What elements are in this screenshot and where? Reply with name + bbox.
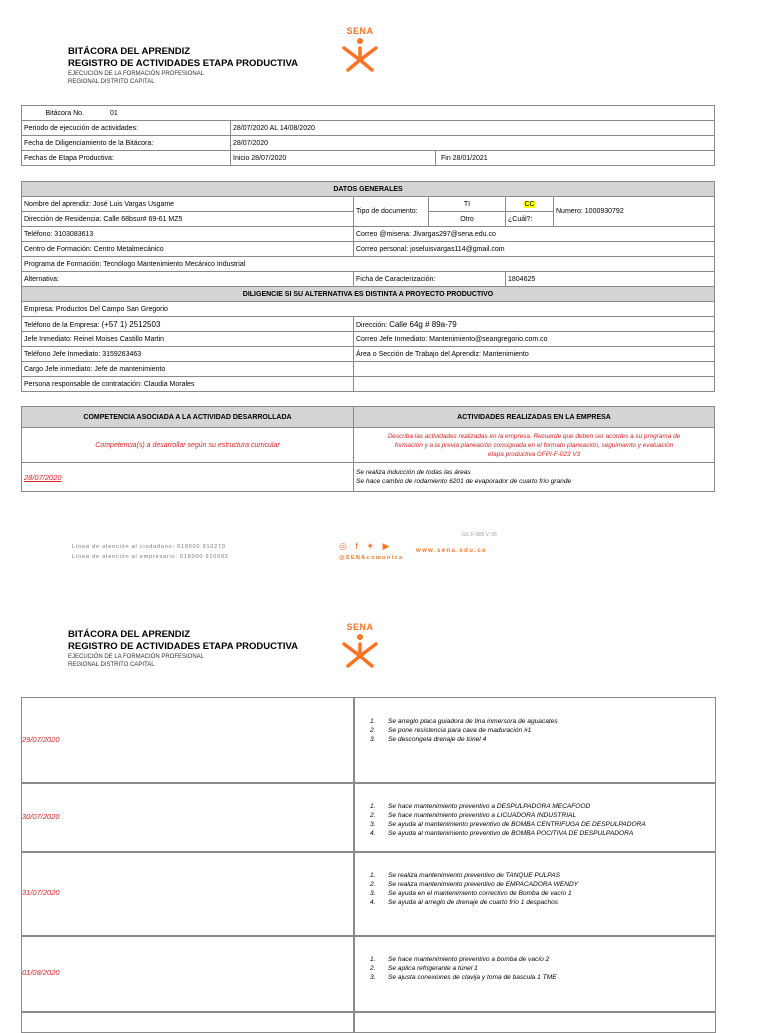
activity-list (370, 802, 646, 838)
list-item-number: 3. (370, 974, 376, 981)
actividades-note-line: Describa las actividades realizadas en la empresa. Recuerde que deben ser acordes a su programa de (387, 432, 681, 440)
table-row (22, 136, 715, 151)
table-row (22, 287, 715, 302)
list-item-text: Se aplica refrigerante a túnel 1 (388, 965, 478, 972)
otro-cell: Otro (429, 212, 506, 227)
doc-region: REGIONAL DISTRITO CAPITAL (68, 79, 155, 85)
direccion-empresa-cell (354, 317, 715, 332)
fin-value: Fin 28/01/2021 (436, 151, 715, 166)
list-item-text: Se hace mantenimiento preventivo a bomba de vacío 2 (388, 956, 550, 963)
list-item-text: Se realiza mantenimiento preventivo de TANQUE PULPAS (388, 872, 561, 879)
competencia-note: Competencia(s) a desarrollar según su estructura curricular (22, 428, 354, 463)
list-item-text: Se descongela drenaje de túnel 4 (388, 736, 487, 743)
list-item-text: Se arreglo placa guiadora de tina inmersora de aguacates (388, 718, 558, 725)
area-cell: Área o Sección de Trabajo del Aprendiz: Mantenimiento (354, 347, 715, 362)
activity-line: Se realiza inducción de todas las áreas (356, 469, 471, 476)
list-item-text: Se hace mantenimiento preventivo a DESPULPADORA MECAFOOD (388, 803, 591, 810)
sena-logo-icon (336, 26, 384, 72)
list-item (370, 964, 557, 973)
correo-personal-cell: Correo personal: joseluisvargas114@gmail.com (354, 242, 715, 257)
bitacora-number-cell (22, 106, 715, 121)
facebook-icon[interactable]: f (355, 541, 358, 551)
tel-jefe-cell: Teléfono Jefe Inmediato: 3159263463 (22, 347, 354, 362)
table-row (22, 272, 715, 287)
list-item-number: 1. (370, 872, 376, 879)
inicio-value: Inicio 28/07/2020 (231, 151, 436, 166)
list-item-text: Se ayuda al mantenimiento preventivo de BOMBA POCITIVA DE DESPULPADORA (388, 830, 634, 837)
table-row (22, 197, 715, 212)
activity-list (370, 871, 578, 907)
list-item-text: Se ayuda en el mantenimiento correctivo de Bomba de vacío 1 (388, 890, 572, 897)
activity-date-cell (21, 782, 355, 853)
table-row (22, 121, 715, 136)
periodo-value: 28/07/2020 AL 14/08/2020 (231, 121, 715, 136)
activity-list (370, 955, 557, 982)
table-row (22, 302, 715, 317)
table-row (22, 332, 715, 347)
list-item-number: 3. (370, 821, 376, 828)
table-row (22, 242, 715, 257)
table-row (22, 377, 715, 392)
list-item (370, 735, 558, 744)
empresa-cell: Empresa: Productos Del Campo San Gregorio (22, 302, 715, 317)
fecha-dil-label: Fecha de Diligenciamiento de la Bitácora: (22, 136, 231, 151)
activity-date: 31/07/2020 (22, 888, 60, 897)
correo-jefe-cell: Correo Jefe Inmediato: Mantenimiento@seangregorio.com.co (354, 332, 715, 347)
cc-cell (506, 197, 554, 212)
doc-title: BITÁCORA DEL APRENDIZ (68, 46, 191, 57)
jefe-cell: Jefe Inmediato: Reinel Moises Castillo Martin (22, 332, 354, 347)
table-row (22, 257, 715, 272)
actividades-note-line: formación y a la previa planeación consignada en el formato planeación, seguimiento y evaluación (394, 441, 674, 449)
list-item (370, 955, 557, 964)
tel-empresa-cell (22, 317, 354, 332)
doc-subtitle: REGISTRO DE ACTIVIDADES ETAPA PRODUCTIVA (68, 58, 298, 69)
table-row (22, 182, 715, 197)
datos-generales-table (21, 181, 715, 392)
social-handle: @SENAcomunica (339, 555, 404, 561)
direccion-empresa-value: Calle 64g # 89a-79 (389, 319, 457, 329)
direccion-empresa-label: Dirección: (356, 321, 388, 329)
doc-subtitle-page2: REGISTRO DE ACTIVIDADES ETAPA PRODUCTIVA (68, 641, 298, 652)
list-item (370, 889, 578, 898)
list-item (370, 829, 646, 838)
list-item-number: 1. (370, 956, 376, 963)
list-item-text: Se hace mantenimiento preventivo a LICUADORA INDUSTRIAL (388, 812, 577, 819)
empresa-section-header: DILIGENCIE SI SU ALTERNATIVA ES DISTINTA A PROYECTO PRODUCTIVO (22, 287, 715, 302)
table-row (22, 227, 715, 242)
list-item-number: 1. (370, 718, 376, 725)
activity-date: 28/07/2020 (22, 463, 354, 492)
list-item (370, 726, 558, 735)
doc-region-page2: REGIONAL DISTRITO CAPITAL (68, 662, 155, 668)
list-item-number: 1. (370, 803, 376, 810)
fechas-etapa-label: Fechas de Etapa Productiva: (22, 151, 231, 166)
sena-logo (336, 26, 384, 72)
sena-logo-text: SENA (346, 622, 374, 632)
empty-cell (354, 377, 715, 392)
cual-cell: ¿Cuál?: (506, 212, 554, 227)
doc-subheading-page2: EJECUCIÓN DE LA FORMACIÓN PROFESIONAL (68, 654, 205, 660)
cc-value: CC (524, 200, 535, 208)
table-row (22, 151, 715, 166)
ficha-value: 1804625 (506, 272, 715, 287)
bitacora-label: Bitácora No. (45, 109, 84, 117)
table-row (22, 428, 715, 463)
instagram-icon[interactable]: ◎ (339, 541, 347, 551)
list-item-number: 2. (370, 727, 376, 734)
activity-date: 30/07/2020 (22, 811, 60, 821)
correo-misena-cell: Correo @misena: Jlvargas297@sena.edu.co (354, 227, 715, 242)
activity-list (370, 717, 558, 744)
tipo-doc-label: Tipo de documento: (354, 197, 429, 227)
activity-description (354, 463, 715, 492)
tel-empresa-label: Teléfono de la Empresa: (24, 321, 100, 329)
table-row (22, 317, 715, 332)
list-item-number: 4. (370, 830, 376, 837)
actividades-note (354, 428, 715, 463)
list-item (370, 898, 578, 907)
actividades-header: ACTIVIDADES REALIZADAS EN LA EMPRESA (354, 407, 715, 428)
list-item-text: Se ayuda al mantenimiento preventivo de BOMBA CENTRIFUGA DE DESPULPADORA (388, 821, 646, 828)
list-item-number: 2. (370, 881, 376, 888)
youtube-icon[interactable]: ▶ (382, 541, 390, 551)
activity-date-cell (21, 851, 355, 937)
activity-list-cell (353, 1011, 716, 1033)
actividades-note-line: etapa productiva GFPI-F-023 V3 (487, 450, 581, 458)
list-item-number: 2. (370, 812, 376, 819)
datos-generales-header: DATOS GENERALES (22, 182, 715, 197)
direccion-cell: Dirección de Residencia: Calle 68bsur# 69-61 MZ5 (22, 212, 354, 227)
empty-cell (354, 362, 715, 377)
list-item-text: Se realiza mantenimiento preventivo de EMPACADORA WENDY (388, 881, 579, 888)
form-code: GC-F-005 V. 05 (462, 532, 497, 538)
table-row (22, 407, 715, 428)
table-row (22, 347, 715, 362)
fecha-dil-value: 28/07/2020 (231, 136, 715, 151)
activity-date: 01/08/2020 (22, 968, 60, 977)
activity-date-cell (21, 1011, 355, 1033)
website-link[interactable]: www.sena.edu.co (416, 548, 488, 554)
sena-logo-icon (336, 622, 384, 668)
responsable-cell: Persona responsable de contratación: Claudia Morales (22, 377, 354, 392)
table-row (22, 106, 715, 121)
footer-line-business: Línea de atención al empresario: 018000 910682 (72, 554, 229, 560)
sena-logo-page2 (336, 622, 384, 668)
list-item (370, 871, 578, 880)
list-item-number: 3. (370, 890, 376, 897)
list-item-text: Se ajusta conexiones de clavija y toma de bascula 1 TME (388, 974, 557, 981)
list-item-text: Se ayuda al arreglo de drenaje de cuarto frío 1 despachos (388, 899, 559, 906)
centro-cell: Centro de Formación: Centro Metalmecánico (22, 242, 354, 257)
list-item (370, 820, 646, 829)
activity-date-cell (21, 697, 355, 784)
activity-date: 29/07/2020 (22, 734, 60, 744)
table-row (22, 362, 715, 377)
bitacora-value: 01 (109, 109, 118, 117)
list-item (370, 880, 578, 889)
competencia-header: COMPETENCIA ASOCIADA A LA ACTIVIDAD DESARROLLADA (22, 407, 354, 428)
periodo-label: Periodo de ejecución de actividades: (22, 121, 231, 136)
footer-line-citizen: Línea de atención al ciudadano: 018000 910270 (72, 544, 226, 550)
sena-logo-text: SENA (346, 26, 374, 36)
bitacora-info-table (21, 105, 715, 166)
cargo-jefe-cell: Cargo Jefe inmediato: Jefe de mantenimiento (22, 362, 354, 377)
programa-cell: Programa de Formación: Tecnólogo Mantenimiento Mecánico Industrial (22, 257, 715, 272)
twitter-icon[interactable]: ✦ (366, 541, 374, 551)
list-item-text: Se pone resistencia para cava de maduración #1 (388, 727, 532, 734)
doc-subheading: EJECUCIÓN DE LA FORMACIÓN PROFESIONAL (68, 71, 205, 77)
ti-cell: TI (429, 197, 506, 212)
list-item-number: 4. (370, 899, 376, 906)
alternativa-cell: Alternativa: (22, 272, 354, 287)
list-item (370, 811, 646, 820)
social-icons (339, 541, 389, 552)
list-item (370, 973, 557, 982)
ficha-label: Ficha de Caracterización: (354, 272, 506, 287)
list-item-number: 2. (370, 965, 376, 972)
competencia-table (21, 406, 715, 492)
numero-cell: Numero: 1000930792 (554, 197, 715, 227)
list-item (370, 717, 558, 726)
activity-line: Se hace cambio de rodamiento 6201 de evaporador de cuarto frío grande (356, 478, 572, 485)
nombre-cell: Nombre del aprendiz: José Luis Vargas Usgame (22, 197, 354, 212)
tel-empresa-value: (+57 1) 2512503 (101, 319, 161, 329)
telefono-cell: Teléfono: 3103083613 (22, 227, 354, 242)
table-row (22, 463, 715, 492)
list-item (370, 802, 646, 811)
list-item-number: 3. (370, 736, 376, 743)
activity-date-cell (21, 935, 355, 1013)
doc-title-page2: BITÁCORA DEL APRENDIZ (68, 629, 191, 640)
